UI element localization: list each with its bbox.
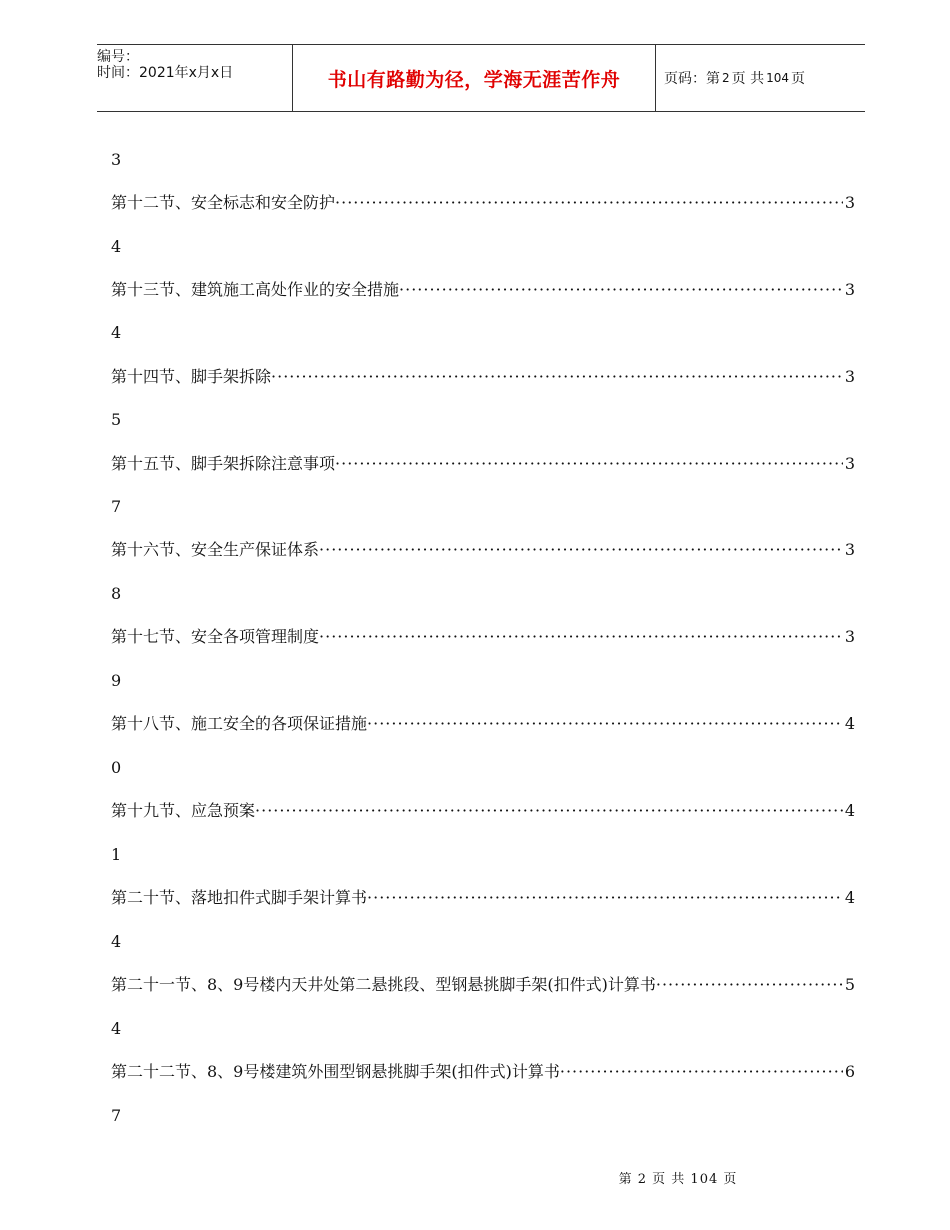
toc-entry-page-start: 4 <box>844 714 855 733</box>
toc-entry <box>111 1062 855 1082</box>
toc-entry-title: 第二十二节、8、9号楼建筑外围型钢悬挑脚手架(扣件式)计算书 <box>111 1062 560 1081</box>
toc-entry <box>111 367 855 387</box>
toc-entry <box>111 888 855 908</box>
toc-leader-dots <box>335 454 843 474</box>
toc-entry <box>111 714 855 734</box>
toc-leader-dots <box>319 627 843 647</box>
toc-leader-dots <box>335 193 843 213</box>
toc-entry-page-end: 4 <box>111 323 122 342</box>
toc-entry <box>111 540 855 560</box>
toc-entry-page-end: 4 <box>111 932 122 951</box>
toc-entry-title: 第十五节、脚手架拆除注意事项 <box>111 454 336 473</box>
page-prefix: 页码：第 <box>664 71 720 87</box>
toc-entry-page-end: 7 <box>111 1106 122 1125</box>
toc-entry <box>111 454 855 474</box>
toc-entry-title: 第十三节、建筑施工高处作业的安全措施 <box>111 280 400 299</box>
page-total: 104 <box>766 71 789 85</box>
page-suffix: 页 <box>791 71 805 87</box>
toc-entry-title: 第十七节、安全各项管理制度 <box>111 627 320 646</box>
page-footer <box>0 1168 950 1187</box>
page-mid: 页 共 <box>731 71 765 87</box>
toc-entry-page-start: 3 <box>844 454 855 473</box>
toc-page-continuation: 3 <box>111 150 122 169</box>
toc-entry <box>111 627 855 647</box>
document-number-label: 编号： <box>97 49 139 65</box>
toc-entry-page-start: 6 <box>844 1062 855 1081</box>
toc-entry-title: 第二十一节、8、9号楼内天井处第二悬挑段、型钢悬挑脚手架(扣件式)计算书 <box>111 975 656 994</box>
toc-entry-title: 第十九节、应急预案 <box>111 801 256 820</box>
toc-entry-page-start: 3 <box>844 193 855 212</box>
toc-leader-dots <box>367 888 843 908</box>
toc-entry-page-end: 5 <box>111 410 122 429</box>
toc-leader-dots <box>319 540 843 560</box>
toc-entry-page-end: 0 <box>111 758 122 777</box>
toc-entry-page-start: 5 <box>844 975 855 994</box>
toc-leader-dots <box>271 367 843 387</box>
toc-leader-dots <box>656 975 843 995</box>
toc-entry-page-end: 1 <box>111 845 122 864</box>
toc-entry-page-start: 3 <box>844 280 855 299</box>
toc-entry-page-start: 3 <box>844 540 855 559</box>
toc-entry-title: 第十六节、安全生产保证体系 <box>111 540 320 559</box>
toc-entry-page-start: 4 <box>844 888 855 907</box>
toc-leader-dots <box>367 714 843 734</box>
toc-leader-dots <box>255 801 843 821</box>
toc-entry <box>111 801 855 821</box>
toc-entry-page-start: 3 <box>844 367 855 386</box>
toc-entry-page-end: 7 <box>111 497 122 516</box>
toc-entry-title: 第十二节、安全标志和安全防护 <box>111 193 336 212</box>
toc-leader-dots <box>560 1062 843 1082</box>
toc-entry <box>111 280 855 300</box>
toc-entry-title: 第二十节、落地扣件式脚手架计算书 <box>111 888 368 907</box>
toc-entry <box>111 193 855 213</box>
toc-entry-page-end: 4 <box>111 1019 122 1038</box>
document-time-label: 时间：2021年x月x日 <box>97 65 234 81</box>
toc-leader-dots <box>399 280 843 300</box>
header-motto: 书山有路勤为径，学海无涯苦作舟 <box>293 45 656 111</box>
footer-page-number: 第 2 页 共 104 页 <box>618 1172 738 1187</box>
toc-entry-page-end: 9 <box>111 671 122 690</box>
toc-entry-page-start: 3 <box>844 627 855 646</box>
toc-entry-title: 第十四节、脚手架拆除 <box>111 367 272 386</box>
page-current: 2 <box>722 71 730 85</box>
toc-entry-page-end: 8 <box>111 584 122 603</box>
toc-entry-title: 第十八节、施工安全的各项保证措施 <box>111 714 368 733</box>
toc-entry-page-end: 4 <box>111 237 122 256</box>
toc-entry <box>111 975 855 995</box>
toc-entry-page-start: 4 <box>844 801 855 820</box>
